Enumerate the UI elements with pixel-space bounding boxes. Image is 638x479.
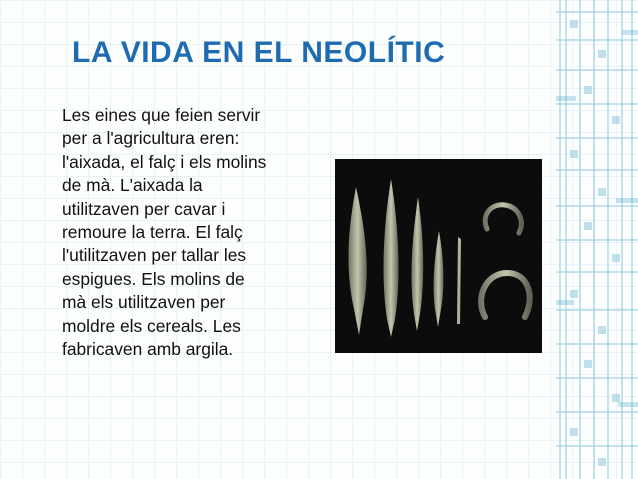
tools-illustration — [335, 159, 542, 353]
body-line: moldre els cereals. Les — [62, 315, 241, 336]
body-line: l'aixada, el falç i els molins — [62, 151, 267, 172]
body-line: utilitzaven per cavar i — [62, 198, 226, 219]
decorative-border-pattern — [556, 0, 638, 479]
body-line: per a l'agricultura eren: — [62, 128, 240, 149]
body-line: de mà. L'aixada la — [62, 175, 203, 196]
body-line: fabricaven amb argila. — [62, 339, 234, 360]
slide-title: LA VIDA EN EL NEOLÍTIC — [72, 36, 446, 69]
body-line: Les eines que feien servir — [62, 105, 261, 125]
body-line: espigues. Els molins de — [62, 268, 245, 289]
body-line: l'utilitzaven per tallar les — [62, 245, 247, 266]
neolithic-tools-photo — [335, 159, 542, 353]
body-text — [62, 104, 334, 361]
body-line: mà els utilitzaven per — [62, 292, 226, 313]
body-line: remoure la terra. El falç — [62, 222, 243, 243]
